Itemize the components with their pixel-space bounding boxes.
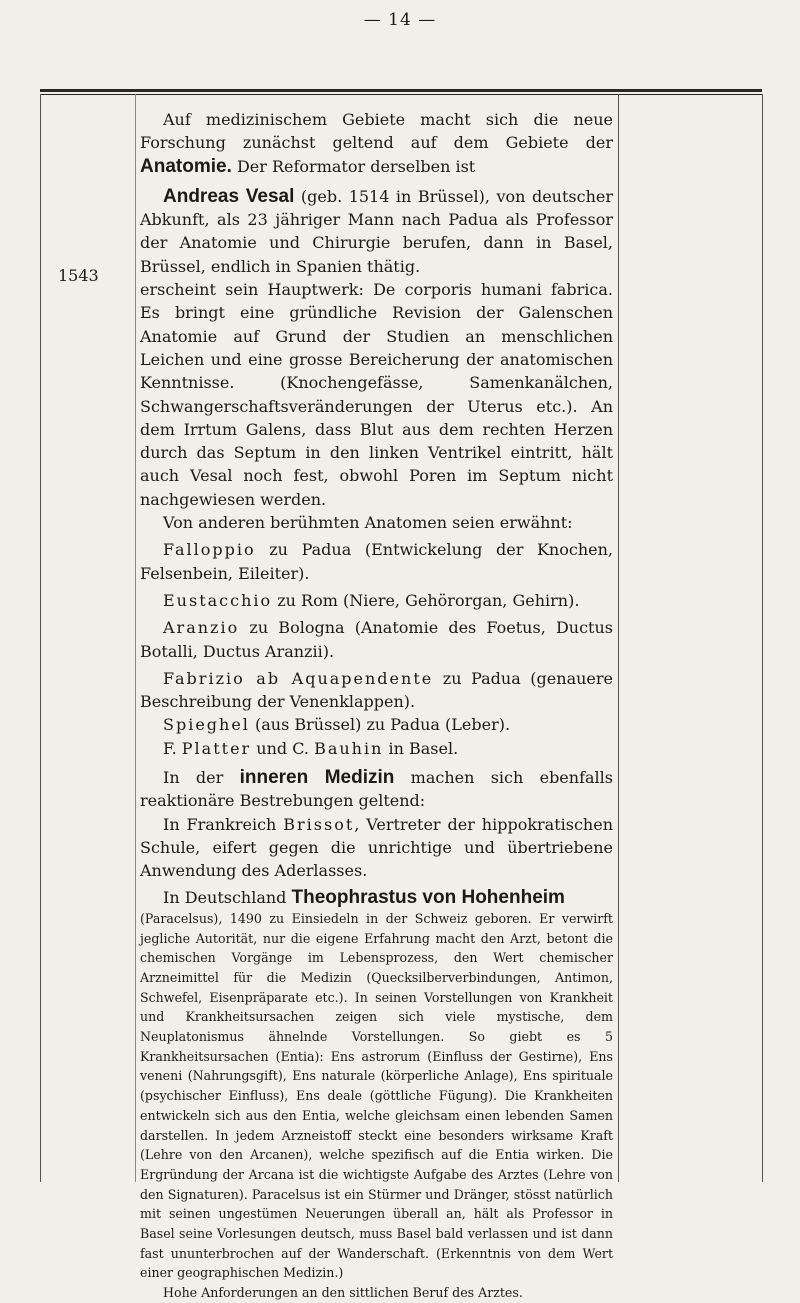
name-aranzio: Aranzio [163,618,240,638]
name-eustacchio: Eustacchio [163,590,273,610]
name-bauhin: Bauhin [314,738,384,758]
body-text [140,108,613,1303]
margin-line-right [618,94,619,1182]
text-run: In Frankreich [163,814,284,834]
margin-line-mid [135,94,136,1182]
text-run: in Basel. [383,738,459,758]
top-rule-thin [40,94,762,95]
text-run: und C. [251,738,315,758]
page-number: — 14 — [363,10,437,30]
paragraph-vesal [140,185,613,278]
text-run: (geb. 1514 in Brüssel), von deutscher Abkunft, als 23 jähriger Mann nach Padua als Professor der Anatomie und Chirurgie berufen, dann in Basel, Brüssel, endlich in Spanien thätig. [140,186,613,276]
paragraph-intro [140,108,613,178]
top-rule [40,89,762,92]
text-run: zu Padua (Entwickelung der Knochen, Felsenbein, Eileiter). [140,540,613,583]
paragraph-platter-bauhin [140,737,613,760]
paragraph-spieghel [140,713,613,736]
text-run: , Vertreter der hippokratischen Schule, eifert gegen die unrichtige und übertriebene Anwendung des Aderlasses. [140,814,614,881]
paracelsus-block [140,909,613,1303]
name-spieghel: Spieghel [163,715,250,735]
text-run: Der Reformator derselben ist [231,156,476,176]
margin-line-left [40,94,41,1182]
text-run: In der [163,768,240,788]
paracelsus-last-line: Hohe Anforderungen an den sittlichen Beruf des Arztes. [163,1285,523,1301]
name-platter: Platter [181,738,252,758]
paragraph-aranzio [140,616,613,663]
term-anatomie: Anatomie. [140,155,232,177]
text-run: zu Padua (genauere Beschreibung der Venenklappen). [140,668,613,712]
paragraph-eustacchio [140,589,613,612]
name-falloppio: Falloppio [163,540,256,560]
paragraph-anatomen: Von anderen berühmten Anatomen seien erwähnt: [163,513,573,533]
term-innere-medizin: inneren Medizin [239,767,395,789]
text-run: zu Rom (Niere, Gehörorgan, Gehirn). [272,590,580,610]
name-vesal: Andreas Vesal [163,185,295,207]
paragraph-fabrizio [140,667,613,714]
name-theophrastus: Theophrastus von Hohenheim [291,886,565,908]
paragraph-paracelsus-heading [140,886,613,909]
name-brissot: Brissot [283,814,355,834]
paragraph-innere-medizin [140,766,613,813]
margin-line-far [762,94,763,1182]
text-run: F. [163,738,182,758]
text-run: Auf medizinischem Gebiete macht sich die neue Forschung zunächst geltend auf dem Gebiete der [140,110,613,153]
paragraph-brissot [140,813,613,883]
text-run: (aus Brüssel) zu Padua (Leber). [249,715,511,735]
name-fabrizio: Fabrizio ab Aquapendente [163,668,434,688]
paragraph-falloppio [140,538,613,585]
paragraph-fabrica: erscheint sein Hauptwerk: De corporis humani fabrica. Es bringt eine gründliche Revision der Galenschen Anatomie auf Grund der Studien an menschlichen Leichen und eine grosse Bereicherung der anatomischen Kenntnisse. (Knochengefässe, Samenkanälchen, Schwangerschaftsveränderungen der Uterus etc.). An dem Irrtum Galens, dass Blut aus dem rechten Herzen durch das Septum in den linken Ventrikel eintritt, hält auch Vesal noch fest, obwohl Poren im Septum nicht nachgewiesen werden. [140,280,613,509]
text-run: zu Bologna (Anatomie des Foetus, Ductus Botalli, Ductus Aranzii). [140,618,613,661]
margin-year: 1543 [58,266,99,285]
text-run: In Deutschland [163,887,292,907]
paracelsus-text: (Paracelsus), 1490 zu Einsiedeln in der Schweiz geboren. Er verwirft jegliche Autorität, nur die eigene Erfahrung macht den Arzt, betont die chemischen Vorgänge im Lebensprozess, den Wert chemischer Arzneimittel für die Medizin (Quecksilberverbindungen, Antimon, Schwefel, Eisenpräparate etc.). In seinen Vorstellungen von Krankheit und Krankheitsursachen zeigen sich viele mystische, dem Neuplatonismus ähnelnde Vorstellungen. So giebt es 5 Krankheitsursachen (Entia): Ens astrorum (Einfluss der Gestirne), Ens veneni (Nahrungsgift), Ens naturale (körperliche Anlage), Ens spirituale (psychischer Einfluss), Ens deale (göttliche Fügung). Die Krankheiten entwickeln sich aus den Entia, welche gleichsam einen lebenden Samen darstellen. In jedem Arzneistoff steckt eine besonders wirksame Kraft (Lehre von den Arcanen), welche spezifisch auf die Entia wirken. Die Ergründung der Arcana ist die wichtigste Aufgabe des Arztes (Lehre von den Signaturen). Paracelsus ist ein Stürmer und Dränger, stösst natürlich mit seinen ungestümen Neuerungen überall an, hält als Professor in Basel seine Vorlesungen deutsch, muss Basel bald verlassen und ist dann fast ununterbrochen auf der Wanderschaft. (Erkenntnis von dem Wert einer geographischen Medizin.) [140,910,613,1281]
text-run: machen sich ebenfalls reaktionäre Bestrebungen geltend: [140,768,613,811]
